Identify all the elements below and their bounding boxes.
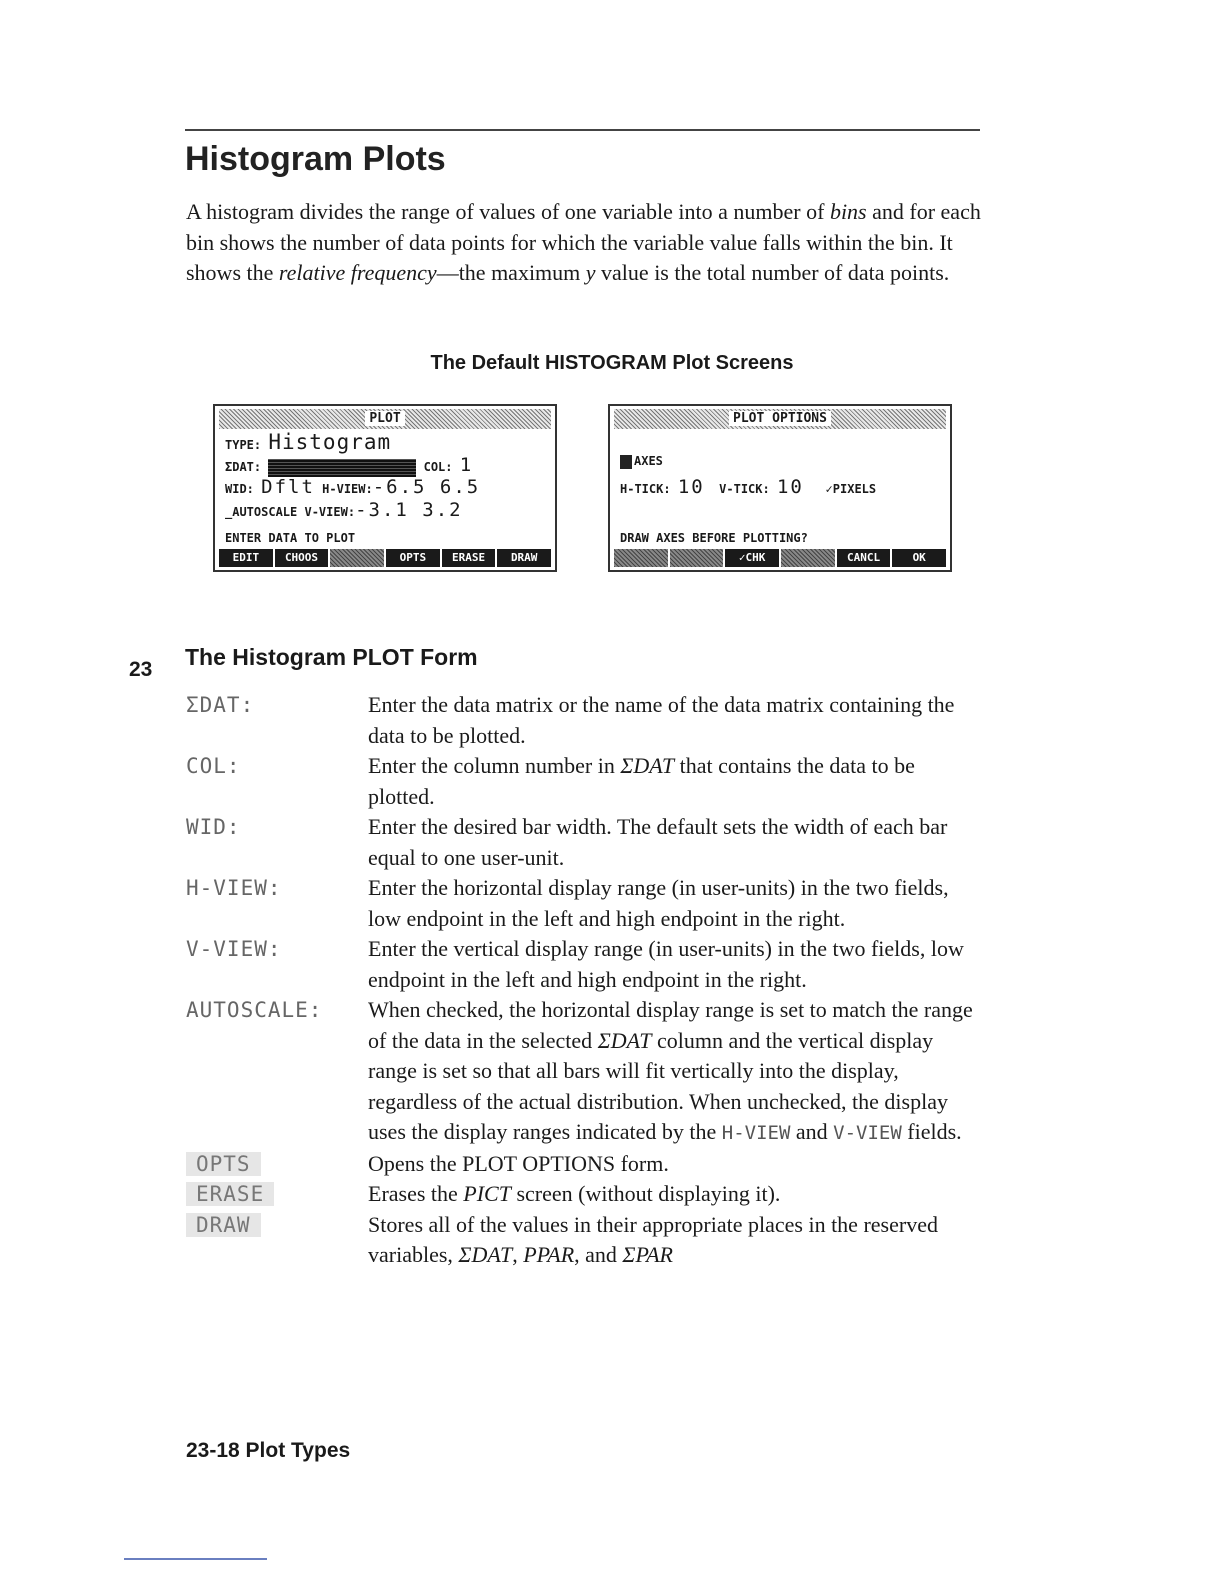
ok-softkey[interactable]: OK bbox=[892, 549, 946, 567]
definition-row bbox=[186, 812, 986, 873]
vtick-field[interactable]: 10 bbox=[776, 476, 804, 498]
term-col: COL: bbox=[186, 754, 241, 778]
cancel-softkey[interactable]: CANCL bbox=[837, 549, 891, 567]
top-rule bbox=[185, 129, 980, 131]
sdat-field[interactable] bbox=[268, 459, 416, 477]
intro-paragraph: A histogram divides the range of values of one variable into a number of bins and for each bin shows the number of data points for which the variable value falls within the bin. It shows the relative frequency—the maximum y value is the total number of data points. bbox=[186, 199, 981, 285]
blank-softkey bbox=[781, 549, 835, 567]
definition-row bbox=[186, 751, 986, 812]
blank-softkey bbox=[330, 549, 384, 567]
wid-field[interactable]: Dflt bbox=[261, 476, 315, 498]
field-definitions bbox=[186, 690, 986, 1271]
definition-text: Enter the data matrix or the name of the data matrix containing the data to be plotted. bbox=[368, 692, 955, 748]
term-draw: DRAW bbox=[186, 1210, 368, 1271]
type-row: TYPE: Histogram bbox=[225, 430, 392, 454]
definition-text: When checked, the horizontal display range is set to match the range of the data in the selected ΣDAT column and the vertical display range is set so that all bars will fit vertically into the display, regardless of the actual distribution. When unchecked, the display uses the display ranges indicated by the H-VIEW and V-VIEW fields. bbox=[368, 997, 973, 1144]
definition-text: Enter the vertical display range (in user-units) in the two fields, low endpoint in the left and high endpoint in the right. bbox=[368, 936, 964, 992]
definition-text: Enter the horizontal display range (in user-units) in the two fields, low endpoint in the left and high endpoint in the right. bbox=[368, 875, 949, 931]
term-sdat: ΣDAT: bbox=[186, 693, 255, 717]
definition-row bbox=[186, 1149, 986, 1180]
autoscale-checkbox[interactable]: _AUTOSCALE bbox=[225, 505, 298, 519]
chapter-tab: 23 bbox=[129, 658, 153, 681]
definition-text: Erases the PICT screen (without displaying it). bbox=[368, 1181, 781, 1206]
plot-options-screen bbox=[608, 404, 952, 572]
hview-field[interactable]: -6.5 6.5 bbox=[372, 476, 481, 498]
options-menu-bar bbox=[614, 549, 946, 567]
definition-row bbox=[186, 1179, 986, 1210]
term-opts: OPTS bbox=[186, 1149, 368, 1180]
blank-softkey bbox=[670, 549, 724, 567]
definition-text: Enter the column number in ΣDAT that contains the data to be plotted. bbox=[368, 753, 915, 809]
autoscale-row: _AUTOSCALE V-VIEW:-3.1 3.2 bbox=[225, 499, 463, 521]
term-vview: V-VIEW: bbox=[186, 937, 282, 961]
type-field[interactable]: Histogram bbox=[268, 430, 392, 454]
plot-form-screen bbox=[213, 404, 557, 572]
choos-softkey[interactable]: CHOOS bbox=[275, 549, 329, 567]
opts-softkey[interactable]: OPTS bbox=[386, 549, 440, 567]
vview-field[interactable]: -3.1 3.2 bbox=[355, 499, 463, 521]
wid-row: WID: Dflt H-VIEW:-6.5 6.5 bbox=[225, 476, 481, 498]
axes-checkbox[interactable] bbox=[620, 455, 632, 469]
definition-row bbox=[186, 995, 986, 1149]
term-hview: H-VIEW: bbox=[186, 876, 282, 900]
definition-row bbox=[186, 934, 986, 995]
plot-menu-bar bbox=[219, 549, 551, 567]
page-heading: Histogram Plots bbox=[185, 140, 446, 178]
definition-row bbox=[186, 873, 986, 934]
ticks-row: H-TICK: 10 V-TICK: 10 ✓PIXELS bbox=[620, 476, 877, 498]
chk-softkey[interactable]: ✓CHK bbox=[725, 549, 779, 567]
plot-screen-prompt: ENTER DATA TO PLOT bbox=[225, 531, 356, 545]
definition-text: Opens the PLOT OPTIONS form. bbox=[368, 1150, 669, 1176]
col-field[interactable]: 1 bbox=[459, 454, 474, 476]
options-screen-prompt: DRAW AXES BEFORE PLOTTING? bbox=[620, 531, 808, 545]
definition-row bbox=[186, 690, 986, 751]
htick-field[interactable]: 10 bbox=[677, 476, 705, 498]
draw-softkey[interactable]: DRAW bbox=[497, 549, 551, 567]
options-screen-title: PLOT OPTIONS bbox=[614, 409, 946, 429]
plot-screen-title: PLOT bbox=[219, 409, 551, 429]
term-wid: WID: bbox=[186, 815, 241, 839]
term-erase: ERASE bbox=[186, 1179, 368, 1210]
definition-text: Stores all of the values in their appropriate places in the reserved variables, ΣDAT, PPAR, and ΣPAR bbox=[368, 1211, 938, 1267]
term-autoscale: AUTOSCALE: bbox=[186, 998, 323, 1022]
page-footer: 23-18 Plot Types bbox=[186, 1439, 351, 1462]
blank-softkey bbox=[614, 549, 668, 567]
edit-softkey[interactable]: EDIT bbox=[219, 549, 273, 567]
definition-row bbox=[186, 1210, 986, 1271]
section-subheading: The Histogram PLOT Form bbox=[185, 644, 478, 670]
erase-softkey[interactable]: ERASE bbox=[442, 549, 496, 567]
pixels-checkbox[interactable]: ✓PIXELS bbox=[825, 482, 877, 496]
figure-title: The Default HISTOGRAM Plot Screens bbox=[430, 352, 794, 374]
axes-row: AXES bbox=[620, 454, 663, 469]
sdat-row: ΣDAT: COL: 1 bbox=[225, 454, 474, 476]
definition-text: Enter the desired bar width. The default sets the width of each bar equal to one user-unit. bbox=[368, 814, 948, 870]
bottom-rule bbox=[124, 1558, 267, 1560]
